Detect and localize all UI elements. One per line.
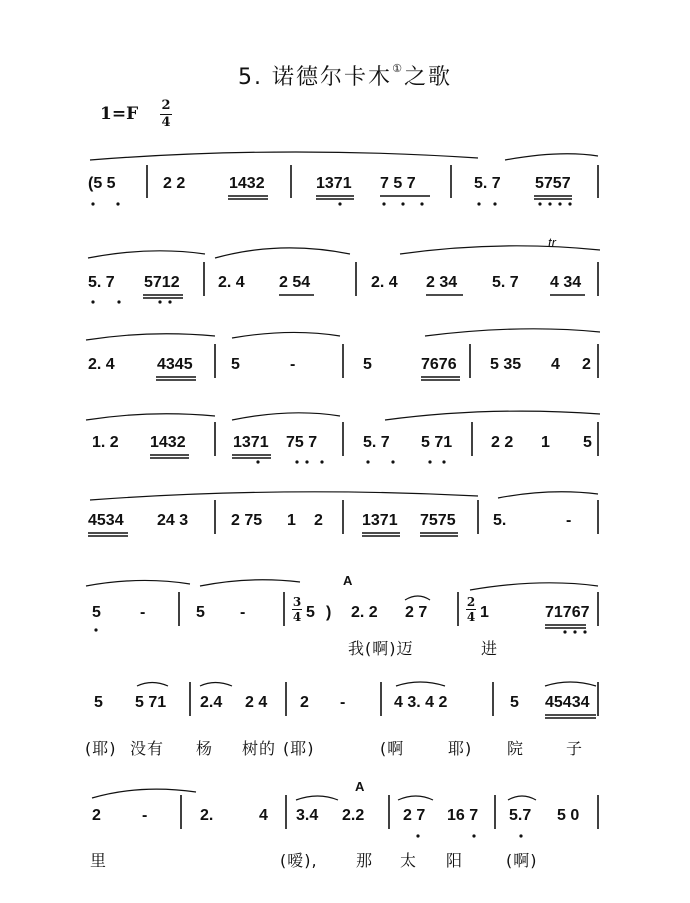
lyric-text: (嗳),: [280, 851, 318, 870]
slur: [405, 596, 430, 600]
note-group: 2. 4: [218, 274, 245, 291]
slur: [215, 248, 350, 258]
note-group: 1371: [316, 175, 352, 192]
note-group: 71767: [545, 604, 590, 621]
note-group: 2 2: [491, 434, 514, 451]
note-group: 2 4: [245, 694, 268, 711]
note-group: 1432: [150, 434, 186, 451]
note-group: 1. 2: [92, 434, 119, 451]
note-group: 4: [551, 356, 560, 373]
note-group: 5 0: [557, 807, 580, 824]
note-group: 2: [92, 807, 101, 824]
slur: [88, 251, 205, 258]
slur: [470, 583, 598, 590]
slur: [400, 246, 600, 254]
note-group: -: [566, 512, 572, 529]
note-group: -: [240, 604, 246, 621]
section-marker-a: A: [343, 573, 353, 588]
lyric-text: (耶): [85, 739, 117, 758]
note-group: 5 71: [421, 434, 453, 451]
slur: [396, 682, 445, 686]
note-group: 4 34: [550, 274, 582, 291]
slur: [296, 796, 338, 800]
slur: [200, 580, 300, 586]
note-group: 5. 7: [492, 274, 519, 291]
key-signature: 1=F: [100, 104, 139, 124]
note-group: 2. 4: [88, 356, 115, 373]
section-marker-a: A: [355, 779, 365, 794]
note-group: 2.: [200, 807, 214, 824]
lyric-text: 太: [400, 851, 418, 870]
note-group: 5. 7: [474, 175, 501, 192]
slur: [200, 683, 232, 687]
note-group: 1: [480, 604, 489, 621]
trill-mark: tr: [548, 235, 556, 250]
note-group: 5.7: [509, 807, 532, 824]
note-group: 1: [287, 512, 296, 529]
lyric-text: 杨: [196, 739, 214, 758]
note-group: 5: [363, 356, 372, 373]
lyric-text: 进: [481, 639, 499, 658]
note-group: 2. 4: [371, 274, 398, 291]
slur: [498, 492, 598, 498]
slur: [505, 154, 598, 160]
note-group: 5757: [535, 175, 571, 192]
note-group: 2 2: [163, 175, 186, 192]
note-group: 24 3: [157, 512, 189, 529]
note-group: 1371: [233, 434, 269, 451]
closing-paren: ): [326, 604, 332, 621]
note-group: 4: [259, 807, 268, 824]
slur: [398, 796, 433, 800]
lyric-text: 里: [90, 851, 108, 870]
note-group: 5. 7: [88, 274, 115, 291]
note-group: 5: [231, 356, 240, 373]
lyric-text: 我(啊)迈: [348, 639, 414, 658]
note-group: 5 35: [490, 356, 522, 373]
slur: [86, 414, 215, 420]
note-group: 5: [92, 604, 101, 621]
lyric-text: (啊: [380, 739, 405, 758]
note-group: 4534: [88, 512, 124, 529]
lyric-text: 阳: [446, 851, 464, 870]
note-group: 45434: [545, 694, 590, 711]
note-group: 4 3. 4 2: [394, 694, 448, 711]
lyric-text: 院: [507, 739, 525, 758]
note-group: 2 7: [405, 604, 428, 621]
time-change-3-4: 3 4: [292, 595, 302, 624]
slur: [385, 411, 600, 420]
slur: [90, 152, 478, 160]
note-group: 2: [582, 356, 591, 373]
slur: [86, 334, 215, 340]
slur: [137, 683, 168, 687]
note-group: 5: [196, 604, 205, 621]
lyric-text: (耶): [283, 739, 315, 758]
note-group: 4345: [157, 356, 193, 373]
note-group: 5: [510, 694, 519, 711]
note-group: 2. 2: [351, 604, 378, 621]
lyric-text: (啊): [506, 851, 538, 870]
slur: [232, 413, 340, 420]
note-group: 5: [94, 694, 103, 711]
note-group: -: [290, 356, 296, 373]
slur: [508, 796, 536, 800]
note-group: 5. 7: [363, 434, 390, 451]
lyric-text: 那: [356, 851, 374, 870]
note-group: 1432: [229, 175, 265, 192]
note-group: 7676: [421, 356, 457, 373]
note-group: 16 7: [447, 807, 479, 824]
slur: [232, 332, 340, 338]
time-signature: 2 4: [161, 98, 171, 130]
note-group: 3.4: [296, 807, 319, 824]
note-group: 1371: [362, 512, 398, 529]
note-group: 2.4: [200, 694, 223, 711]
note-group: 75 7: [286, 434, 318, 451]
note-group: 1: [541, 434, 550, 451]
footnote-marker: ①: [392, 62, 404, 75]
note-group: 5.: [493, 512, 507, 529]
lyric-text: 耶): [448, 739, 473, 758]
slur: [545, 682, 596, 686]
note-group: 5: [583, 434, 592, 451]
note-group: 2: [300, 694, 309, 711]
note-group: 2 54: [279, 274, 311, 291]
song-title: 5. 诺德尔卡木①之歌: [238, 62, 452, 90]
note-group: 7575: [420, 512, 456, 529]
time-change-2-4: 2 4: [466, 595, 476, 624]
note-group: (5 5: [88, 175, 116, 192]
lyric-text: 没有: [130, 739, 165, 758]
note-group: 2 7: [403, 807, 426, 824]
note-group: 2 75: [231, 512, 263, 529]
note-group: 5712: [144, 274, 180, 291]
lyric-text: 子: [566, 739, 584, 758]
note-group: 7 5 7: [380, 175, 416, 192]
slur: [86, 580, 190, 586]
slur: [425, 329, 600, 336]
note-group: 5 71: [135, 694, 167, 711]
note-group: 2: [314, 512, 323, 529]
note-group: -: [140, 604, 146, 621]
note-group: 5: [306, 604, 315, 621]
note-group: -: [142, 807, 148, 824]
note-group: -: [340, 694, 346, 711]
note-group: 2.2: [342, 807, 365, 824]
note-group: 2 34: [426, 274, 458, 291]
slur: [90, 492, 478, 500]
lyric-text: 树的: [242, 739, 277, 758]
